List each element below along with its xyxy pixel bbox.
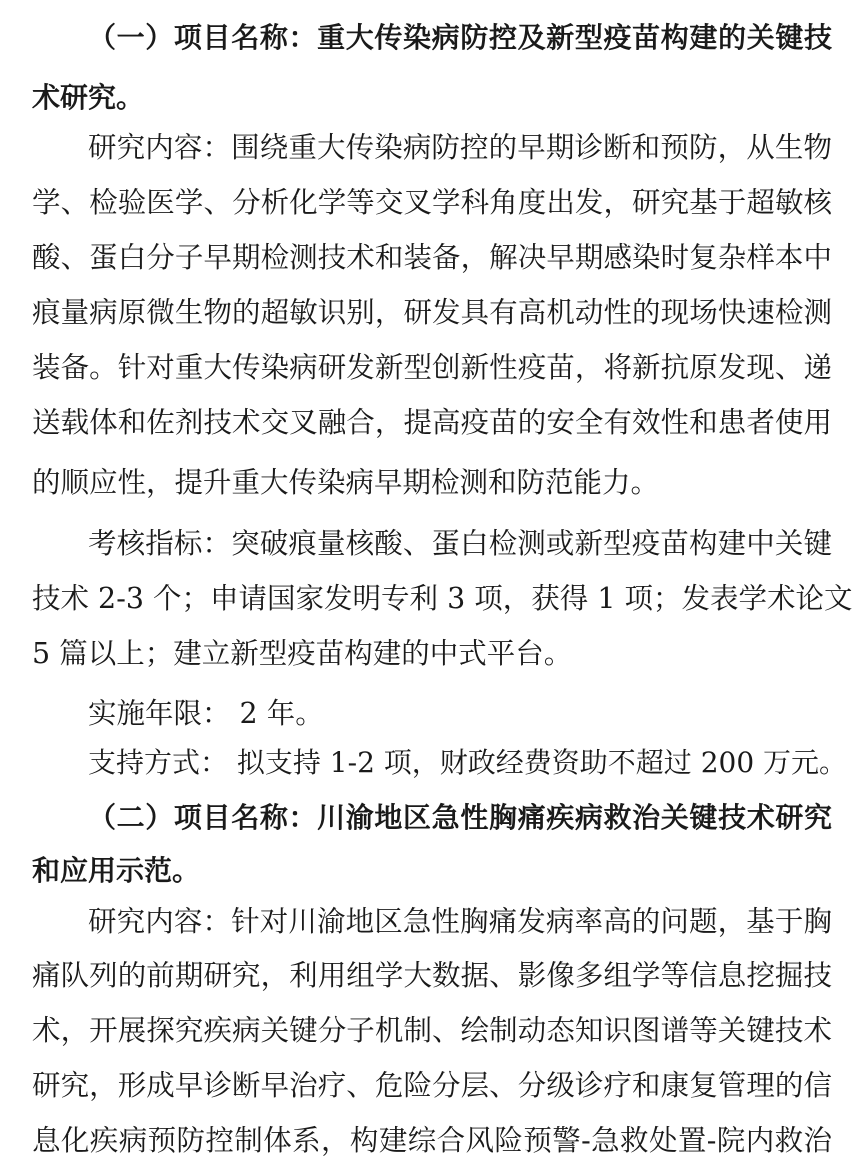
s2-research-content: 研究内容：针对川渝地区急性胸痛发病率高的问题，基于胸 <box>88 905 832 938</box>
text-line: 痕量病原微生物的超敏识别，研发具有高机动性的现场快速检测 <box>32 296 832 329</box>
s1-duration: 实施年限： 2 年。 <box>88 697 324 730</box>
section-1-title: （一）项目名称：重大传染病防控及新型疫苗构建的关键技 <box>88 21 832 54</box>
section-1-title-cont: 术研究。 <box>32 81 145 114</box>
text-line: 息化疾病预防控制体系，构建综合风险预警-急救处置-院内救治 <box>32 1124 832 1157</box>
text-line: 酸、蛋白分子早期检测技术和装备，解决早期感染时复杂样本中 <box>32 241 832 274</box>
text-line: 学、检验医学、分析化学等交叉学科角度出发，研究基于超敏核 <box>32 186 832 219</box>
s1-assessment: 考核指标：突破痕量核酸、蛋白检测或新型疫苗构建中关键 <box>88 527 832 560</box>
text-line: 技术 2-3 个；申请国家发明专利 3 项，获得 1 项；发表学术论文 <box>32 582 853 615</box>
section-2-title: （二）项目名称：川渝地区急性胸痛疾病救治关键技术研究 <box>88 801 832 834</box>
text-line: 痛队列的前期研究，利用组学大数据、影像多组学等信息挖掘技 <box>32 959 832 992</box>
text-line: 5 篇以上；建立新型疫苗构建的中式平台。 <box>32 637 573 670</box>
text-line: 送载体和佐剂技术交叉融合，提高疫苗的安全有效性和患者使用 <box>32 406 832 439</box>
text-line: 术，开展探究疾病关键分子机制、绘制动态知识图谱等关键技术 <box>32 1014 832 1047</box>
text-line: 研究，形成早诊断早治疗、危险分层、分级诊疗和康复管理的信 <box>32 1069 832 1102</box>
text-line: 装备。针对重大传染病研发新型创新性疫苗，将新抗原发现、递 <box>32 351 832 384</box>
s1-research-content: 研究内容：围绕重大传染病防控的早期诊断和预防，从生物 <box>88 131 832 164</box>
section-2-title-cont: 和应用示范。 <box>32 854 201 887</box>
text-line: 的顺应性，提升重大传染病早期检测和防范能力。 <box>32 466 660 499</box>
s1-support: 支持方式： 拟支持 1-2 项，财政经费资助不超过 200 万元。 <box>88 746 848 779</box>
